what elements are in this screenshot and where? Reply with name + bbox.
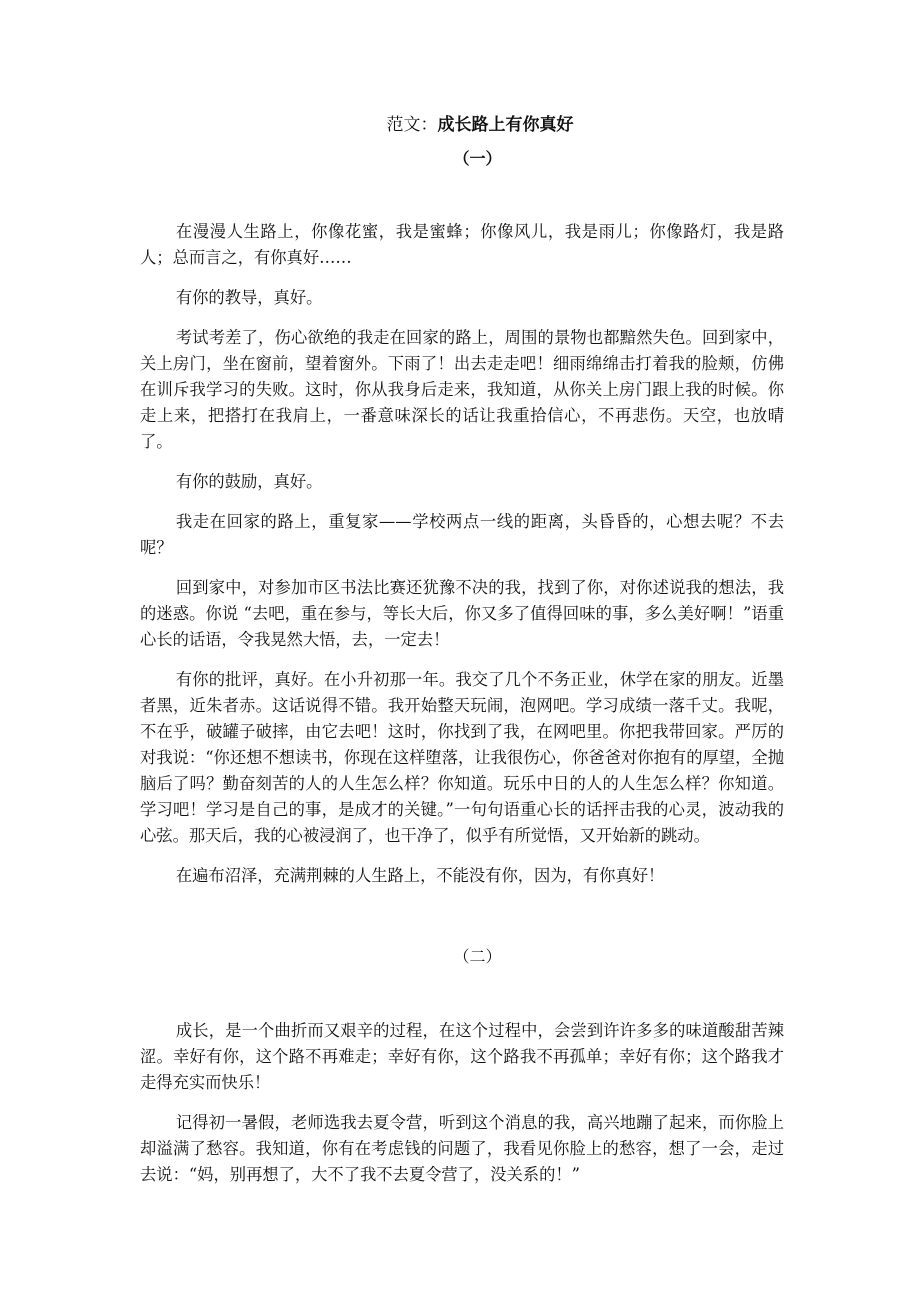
paragraph: 我走在回家的路上，重复家——学校两点一线的距离，头昏昏的，心想去呢？不去呢？ [140, 512, 784, 557]
paragraph: 有你的批评，真好。在小升初那一年。我交了几个不务正业，休学在家的朋友。近墨者黑，近朱者赤。这话说得不错。我开始整天玩闹，泡网吧。学习成绩一落千丈。我呢，不在乎，破罐子破摔，由它去吧！这时，你找到了我，在网吧里。你把我带回家。严厉的对我说：“你还想不想读书，你现在这样堕落，让我很伤心，你爸爸对你抱有的厚望，全抛脑后了吗？勤奋刻苦的人的人生怎么样？你知道。玩乐中日的人的人生怎么样？你知道。学习吧！学习是自己的事，是成才的关键。”一句句语重心长的话抨击我的心灵，波动我的心弦。那天后，我的心被浸润了，也干净了，似乎有所觉悟，又开始新的跳动。 [140, 670, 784, 845]
paragraph: 成长，是一个曲折而又艰辛的过程，在这个过程中，会尝到许许多多的味道酸甜苦辣涩。幸好有你，这个路不再难走；幸好有你，这个路我不再孤单；幸好有你；这个路我才走得充实而快乐！ [140, 1021, 784, 1092]
paragraph: 有你的鼓励，真好。 [175, 472, 323, 491]
paragraph: 在遍布沼泽，充满荆棘的人生路上，不能没有你，因为，有你真好！ [175, 866, 665, 885]
section-1-heading: （一） [453, 149, 502, 168]
paragraph: 回到家中，对参加市区书法比赛还犹豫不决的我，找到了你，对你述说我的想法，我的迷惑。你说 “去吧，重在参与，等长大后，你又多了值得回味的事，多么美好啊！”语重心长的话语，令我晃然大悟，去，一定去！ [140, 578, 784, 649]
paragraph: 有你的教导，真好。 [175, 288, 323, 307]
paragraph: 在漫漫人生路上，你像花蜜，我是蜜蜂；你像风儿，我是雨儿；你像路灯，我是路人；总而言之，有你真好…… [140, 222, 784, 267]
section-1-body [140, 219, 784, 903]
paragraph: 考试考差了，伤心欲绝的我走在回家的路上，周围的景物也都黯然失色。回到家中，关上房门，坐在窗前，望着窗外。下雨了！出去走走吧！细雨绵绵击打着我的脸颊，仿佛在训斥我学习的失败。这时，你从我身后走来，我知道，从你关上房门跟上我的时候。你走上来，把搭打在我肩上，一番意味深长的话让我重拾信心，不再悲伤。天空，也放晴了。 [140, 328, 784, 451]
title-main: 成长路上有你真好 [437, 115, 574, 135]
title-label: 范文： [386, 115, 438, 135]
document-title [0, 112, 920, 138]
section-2-body [140, 1018, 784, 1202]
paragraph: 记得初一暑假，老师选我去夏令营，听到这个消息的我，高兴地蹦了起来，而你脸上却溢满了愁容。我知道，你有在考虑钱的问题了，我看见你脸上的愁容，想了一会，走过去说：“妈，别再想了，大不了我不去夏令营了，没关系的！” [140, 1113, 784, 1184]
section-2-heading: （二） [453, 947, 502, 966]
